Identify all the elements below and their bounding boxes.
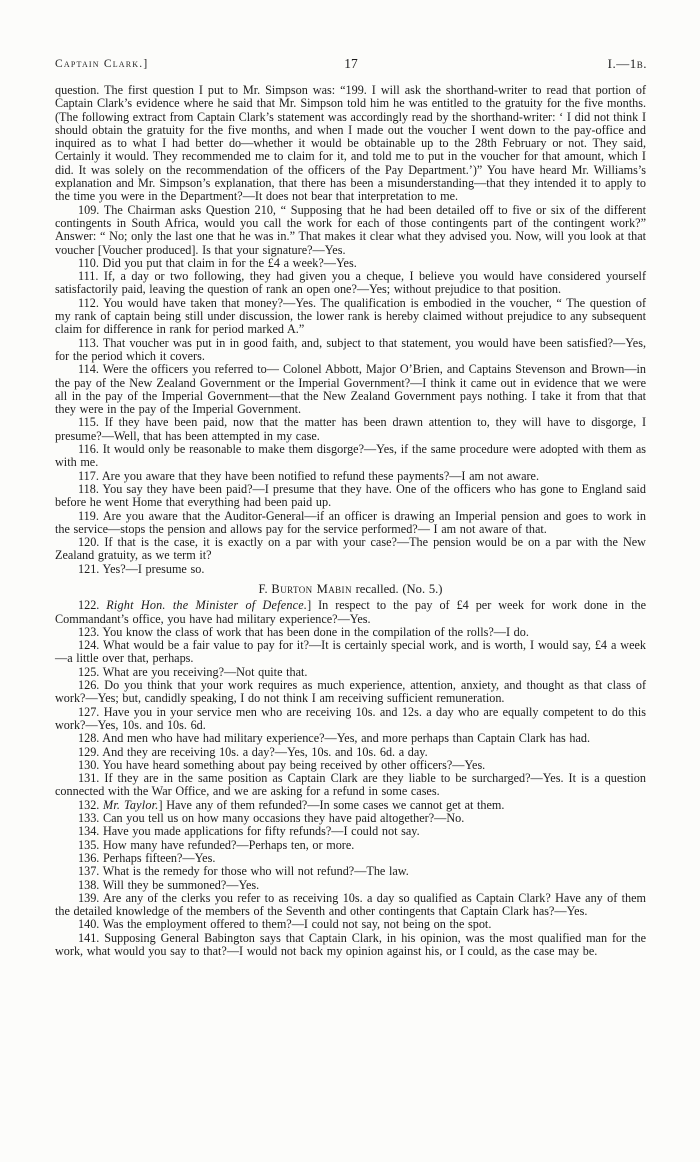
page-number: 17 — [344, 56, 358, 71]
qa-118 — [55, 483, 646, 510]
text-segment: 113. That voucher was put in in good faith, and, subject to that statement, you would have been satisfied?—Yes, for the period which it covers. — [55, 335, 646, 363]
text-segment: 115. If they have been paid, now that the matter has been drawn attention to, they will have to disgorge, I presume?—Well, that has been attempted in my case. — [55, 415, 646, 443]
qa-116 — [55, 443, 646, 470]
text-segment: 125. What are you receiving?—Not quite that. — [78, 664, 308, 679]
text-segment: 139. Are any of the clerks you refer to as receiving 10s. a day so qualified as Captain Clark? Have any of them the detailed knowledge of the members of the Seventh and other contingents that Captain Clark has?—Yes. — [55, 890, 646, 919]
page-header — [55, 56, 647, 72]
text-segment: 117. Are you aware that they have been notified to refund these payments?—I am not aware. — [78, 468, 540, 483]
qa-110 — [55, 257, 646, 270]
text-segment: 138. Will they be summoned?—Yes. — [78, 877, 260, 892]
qa-124 — [55, 639, 646, 666]
qa-121 — [55, 563, 646, 576]
para-continuation — [55, 84, 646, 204]
text-segment: 131. If they are in the same position as Captain Clark are they liable to be surcharged?—Yes. It is a question connected with the War Office, and we are asking for a refund in some cases. — [55, 771, 646, 799]
text-segment: 110. Did you put that claim in for the £4 a week?—Yes. — [78, 255, 357, 270]
text-segment: 111. If, a day or two following, they had given you a cheque, I believe you would have considered yourself satisfactorily paid, leaving the question of rank an open one?—Yes; without prejudice to that position. — [55, 269, 646, 297]
text-segment: 120. If that is the case, it is exactly on a par with your case?—The pension would be on a par with the New Zealand gratuity, as we term it? — [55, 535, 646, 563]
text-segment: 119. Are you aware that the Auditor-General—if an officer is drawing an Imperial pension and goes to work in the service—stops the pension and allows pay for the service performed?— I am not aware of that. — [55, 508, 646, 536]
text-segment: 133. Can you tell us on how many occasions they have paid altogether?—No. — [78, 811, 465, 826]
paper-reference: I.—1b. — [607, 56, 647, 71]
qa-134 — [55, 825, 646, 838]
text-segment: Mr. Taylor. — [102, 797, 159, 812]
text-segment: 137. What is the remedy for those who will not refund?—The law. — [78, 864, 409, 879]
running-head-witness: Captain Clark.] — [55, 58, 149, 70]
text-segment: 127. Have you in your service men who are receiving 10s. and 12s. a day who are equally competent to do this work?—Yes, 10s. and 10s. 6d. — [55, 704, 646, 732]
qa-111 — [55, 270, 646, 297]
text-segment: 126. Do you think that your work requires as much experience, attention, anxiety, and thought as that class of work?—Yes; but, candidly speaking, I do not think I am receiving sufficient remuneration. — [55, 678, 646, 706]
text-segment: 109. The Chairman asks Question 210, “ Supposing that he had been detailed off to five or six of the different contingents in South Africa, would you call the work for each of those contingents part of the contingent work?” Answer: “ No; only the last one that he was in.” That makes it clear what they advised you. Now, will you look at that voucher [Voucher produced]. Is that your signature?—Yes. — [55, 202, 646, 257]
qa-129 — [55, 746, 646, 759]
text-segment: 141. Supposing General Babington says that Captain Clark, in his opinion, was the most qualified man for the work, what would you say to that?—I would not back my opinion against his, or I could, as the case may be. — [55, 930, 646, 958]
qa-140 — [55, 918, 646, 931]
text-segment: 140. Was the employment offered to them?—I could not say, not being on the spot. — [78, 917, 492, 932]
qa-137 — [55, 865, 646, 878]
qa-122 — [55, 599, 646, 626]
text-segment: F. — [258, 581, 272, 596]
qa-131 — [55, 772, 646, 799]
qa-126 — [55, 679, 646, 706]
text-segment: 123. You know the class of work that has been done in the compilation of the rolls?—I do. — [78, 624, 529, 639]
text-segment: 135. How many have refunded?—Perhaps ten, or more. — [78, 837, 355, 852]
qa-127 — [55, 706, 646, 733]
qa-132 — [55, 799, 646, 812]
text-segment: 114. Were the officers you referred to— Colonel Abbott, Major O’Brien, and Captains Stevenson and Brown—in the pay of the New Zealand Government or the Imperial Government?—I think it came out in evidence that we were all in the pay of the Imperial Government—that the New Zealand Government pays nothing. I take it from that that they were in the pay of the Imperial Government. — [55, 362, 646, 417]
text-segment: 122. — [78, 598, 107, 613]
qa-128 — [55, 732, 646, 745]
qa-112 — [55, 297, 646, 337]
qa-120 — [55, 536, 646, 563]
text-segment: recalled. (No. 5.) — [351, 581, 443, 596]
qa-135 — [55, 839, 646, 852]
text-segment: 130. You have heard something about pay being received by other officers?—Yes. — [78, 757, 486, 772]
qa-113 — [55, 337, 646, 364]
qa-138 — [55, 879, 646, 892]
text-segment: 112. You would have taken that money?—Yes. The qualification is embodied in the voucher, “ The question of my rank of captain being still under discussion, the lower rank is hereby claimed without prejudice to any subsequent claim for difference in rank for period marked A.” — [55, 295, 646, 337]
qa-115 — [55, 416, 646, 443]
text-segment: 132. — [78, 797, 103, 812]
qa-136 — [55, 852, 646, 865]
text-segment: 136. Perhaps fifteen?—Yes. — [78, 850, 216, 865]
heading-witness-recalled — [55, 583, 646, 596]
qa-119 — [55, 510, 646, 537]
qa-109 — [55, 204, 646, 257]
qa-139 — [55, 892, 646, 919]
qa-117 — [55, 470, 646, 483]
text-segment: 128. And men who have had military experience?—Yes, and more perhaps than Captain Clark has had. — [78, 731, 591, 746]
text-segment: question. The first question I put to Mr. Simpson was: “199. I will ask the shorthand-writer to read that portion of Captain Clark’s evidence where he said that Mr. Simpson told him he was entitled to the gratuity for the five months. (The following extract from Captain Clark’s statement was accordingly read by the shorthand-writer: ‘ I did not think I should obtain the gratuity for the five months, and when I made out the voucher I went down to the pay-office and inquired as to what I had better do—whether it would be obtainable up to the 28th February or not. They said, Certainly it would. They recommended me to claim for it, and told me to put in the voucher for that amount, which I did. It was solely on the recommendation of the officers of the Pay Department.’)” You have heard Mr. Williams’s explanation and Mr. Simpson’s explanation, that there has been a misunderstanding—that they intended it to apply to the time you were in the Department?—It does not bear that interpretation to me. — [55, 83, 646, 204]
text-segment: ] In respect to the pay of £4 per week for work done in the Commandant’s office, you have had military experience?—Yes. — [55, 598, 646, 626]
text-segment: ] Have any of them refunded?—In some cases we cannot get at them. — [158, 797, 505, 812]
text-segment: Burton Mabin — [271, 581, 352, 596]
qa-123 — [55, 626, 646, 639]
text-segment: 124. What would be a fair value to pay for it?—It is certainly special work, and is worth, I would say, £4 a week—a little over that, perhaps. — [55, 638, 646, 666]
text-segment: 116. It would only be reasonable to make them disgorge?—Yes, if the same procedure were adopted with them as with me. — [55, 442, 646, 470]
qa-114 — [55, 363, 646, 416]
qa-130 — [55, 759, 646, 772]
qa-133 — [55, 812, 646, 825]
document-body — [55, 84, 646, 958]
text-segment: Right Hon. the Minister of Defence. — [106, 598, 308, 613]
text-segment: 121. Yes?—I presume so. — [78, 561, 205, 576]
text-segment: 134. Have you made applications for fifty refunds?—I could not say. — [78, 824, 420, 839]
text-segment: 129. And they are receiving 10s. a day?—Yes, 10s. and 10s. 6d. a day. — [78, 744, 428, 759]
qa-141 — [55, 932, 646, 959]
qa-125 — [55, 666, 646, 679]
text-segment: 118. You say they have been paid?—I presume that they have. One of the officers who has gone to England said before he went Home that everything had been paid up. — [55, 481, 646, 510]
